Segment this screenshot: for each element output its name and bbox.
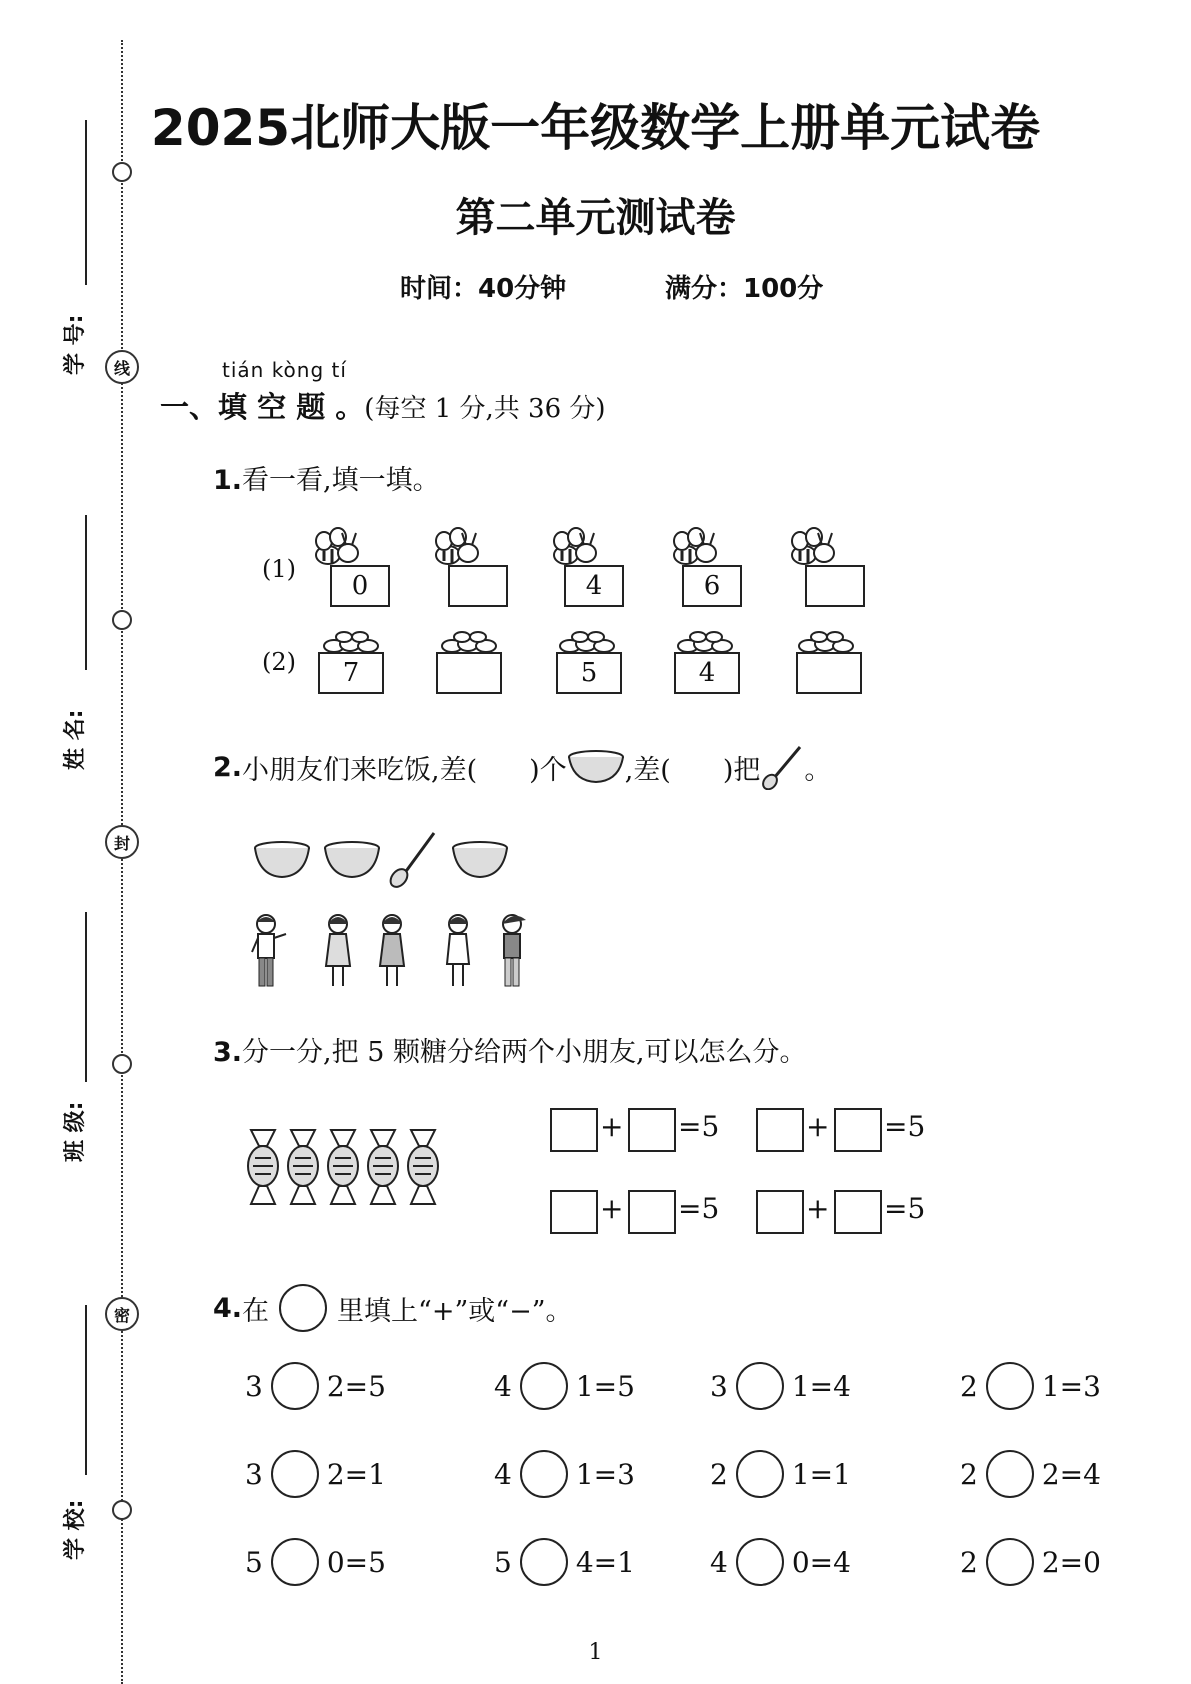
plus-sign: + (600, 1192, 624, 1225)
left-operand: 2 (960, 1369, 978, 1403)
q1-row2-box[interactable] (796, 652, 862, 694)
question-number: 1. (213, 465, 243, 496)
sign-equation (494, 1450, 635, 1498)
bowl-icon (450, 840, 510, 880)
sign-circle[interactable] (271, 1362, 319, 1410)
bowl-icon (567, 749, 625, 785)
sign-circle[interactable] (986, 1538, 1034, 1586)
flower-cluster-icon (795, 630, 865, 654)
question-number: 4. (213, 1292, 243, 1324)
addend-box[interactable] (628, 1190, 676, 1234)
question-number: 2. (213, 751, 243, 783)
sign-circle[interactable] (520, 1362, 568, 1410)
question-1 (213, 458, 440, 497)
right-side: 1=3 (1041, 1369, 1101, 1403)
sign-circle[interactable] (986, 1450, 1034, 1498)
q1-row1-box[interactable]: 0 (330, 565, 390, 607)
left-operand: 4 (710, 1545, 728, 1579)
sign-circle[interactable] (271, 1538, 319, 1586)
child-icon (318, 912, 358, 992)
question-text: )个 (529, 754, 567, 786)
sign-circle[interactable] (520, 1450, 568, 1498)
binding-ring (112, 162, 132, 182)
question-text: 在 (242, 1295, 270, 1327)
sign-circle[interactable] (736, 1362, 784, 1410)
left-operand: 4 (494, 1457, 512, 1491)
left-operand: 3 (710, 1369, 728, 1403)
name-label: 姓 名: (63, 709, 88, 770)
left-operand: 2 (710, 1457, 728, 1491)
left-operand: 5 (245, 1545, 263, 1579)
sign-equation (245, 1362, 386, 1410)
q1-row1-box[interactable] (805, 565, 865, 607)
sign-equation (960, 1362, 1101, 1410)
right-side: 2=0 (1041, 1545, 1101, 1579)
left-operand: 2 (960, 1457, 978, 1491)
child-icon (372, 912, 412, 992)
sign-circle[interactable] (271, 1450, 319, 1498)
left-operand: 3 (245, 1369, 263, 1403)
school-answer-line[interactable] (85, 1305, 87, 1475)
equals-five: =5 (678, 1110, 720, 1143)
right-side: 2=5 (326, 1369, 386, 1403)
child-icon (492, 912, 532, 992)
right-side: 1=3 (575, 1457, 635, 1491)
question-text: 。 (804, 754, 832, 786)
sign-equation (494, 1362, 635, 1410)
plus-sign: + (806, 1192, 830, 1225)
sign-equation (710, 1538, 851, 1586)
full-score: 满分：100分 (665, 274, 824, 304)
sign-circle[interactable] (736, 1538, 784, 1586)
addend-box[interactable] (834, 1190, 882, 1234)
sign-equation (710, 1450, 851, 1498)
sign-circle[interactable] (986, 1362, 1034, 1410)
section-pinyin: tián kòng tí (222, 358, 347, 382)
right-side: 1=1 (791, 1457, 851, 1491)
binding-ring (112, 1054, 132, 1074)
q1-row1-box[interactable]: 4 (564, 565, 624, 607)
question-4 (213, 1284, 573, 1332)
seal-line-char: 线 (105, 350, 139, 384)
right-side: 1=4 (791, 1369, 851, 1403)
sign-equation (494, 1538, 635, 1586)
flower-cluster-icon (320, 630, 390, 654)
class-label: 班 级: (63, 1101, 88, 1162)
section-note: (每空 1 分,共 36 分) (364, 394, 606, 424)
addend-box[interactable] (756, 1190, 804, 1234)
sign-circle[interactable] (736, 1450, 784, 1498)
binding-ring (112, 1500, 132, 1520)
right-side: 2=1 (326, 1457, 386, 1491)
q1-row2-box[interactable] (436, 652, 502, 694)
seal-dense-char: 密 (105, 1297, 139, 1331)
question-text: 看一看,填一填。 (242, 465, 440, 496)
q1-row1-label: (1) (262, 555, 296, 583)
class-answer-line[interactable] (85, 912, 87, 1082)
addend-box[interactable] (550, 1108, 598, 1152)
right-side: 0=5 (326, 1545, 386, 1579)
bowl-icon (252, 840, 312, 880)
right-side: 2=4 (1041, 1457, 1101, 1491)
id-label: 学 号: (63, 314, 88, 375)
q1-row2-box[interactable]: 7 (318, 652, 384, 694)
binding-dotted-line (121, 40, 123, 1684)
right-side: 1=5 (575, 1369, 635, 1403)
child-icon (438, 912, 478, 992)
plus-sign: + (806, 1110, 830, 1143)
left-operand: 5 (494, 1545, 512, 1579)
binding-ring (112, 610, 132, 630)
plus-sign: + (600, 1110, 624, 1143)
sign-equation (245, 1450, 386, 1498)
q1-row1-box[interactable]: 6 (682, 565, 742, 607)
question-text: 里填上“+”或“−”。 (337, 1295, 573, 1327)
seal-seal-char: 封 (105, 825, 139, 859)
addend-box[interactable] (550, 1190, 598, 1234)
child-icon (246, 912, 290, 992)
page-subtitle: 第二单元测试卷 (455, 195, 736, 241)
page-number: 1 (588, 1640, 603, 1665)
time-limit: 时间：40分钟 (400, 274, 567, 304)
right-side: 0=4 (791, 1545, 851, 1579)
flower-cluster-icon (438, 630, 508, 654)
question-text: ,差( (624, 754, 671, 786)
spoon-icon (760, 744, 804, 790)
q1-row2-label: (2) (262, 648, 296, 676)
q1-row2-box[interactable]: 4 (674, 652, 740, 694)
section-title: 一、填 空 题 。 (160, 390, 365, 424)
candy-row-icon (245, 1128, 455, 1206)
question-text: 小朋友们来吃饭,差( (242, 754, 478, 786)
question-text: )把 (722, 754, 761, 786)
q1-row2-box[interactable]: 5 (556, 652, 622, 694)
spoon-icon (388, 830, 438, 888)
question-3 (213, 1030, 807, 1069)
sign-equation (960, 1538, 1101, 1586)
question-number: 3. (213, 1037, 243, 1068)
question-2 (213, 744, 831, 790)
addend-box[interactable] (756, 1108, 804, 1152)
equals-five: =5 (884, 1110, 926, 1143)
q1-row1-box[interactable] (448, 565, 508, 607)
left-operand: 2 (960, 1545, 978, 1579)
page-title: 2025北师大版一年级数学上册单元试卷 (150, 99, 1041, 157)
name-answer-line[interactable] (85, 515, 87, 670)
sign-equation (960, 1450, 1101, 1498)
addend-box[interactable] (834, 1108, 882, 1152)
flower-cluster-icon (556, 630, 626, 654)
flower-cluster-icon (674, 630, 744, 654)
equals-five: =5 (884, 1192, 926, 1225)
right-side: 4=1 (575, 1545, 635, 1579)
addend-box[interactable] (628, 1108, 676, 1152)
sign-equation (710, 1362, 851, 1410)
sign-circle[interactable] (520, 1538, 568, 1586)
sample-circle-icon (279, 1284, 327, 1332)
bowl-icon (322, 840, 382, 880)
equals-five: =5 (678, 1192, 720, 1225)
sign-equation (245, 1538, 386, 1586)
question-text: 分一分,把 5 颗糖分给两个小朋友,可以怎么分。 (242, 1037, 807, 1068)
left-operand: 3 (245, 1457, 263, 1491)
school-label: 学 校: (63, 1499, 88, 1560)
section-heading (160, 385, 606, 426)
left-operand: 4 (494, 1369, 512, 1403)
